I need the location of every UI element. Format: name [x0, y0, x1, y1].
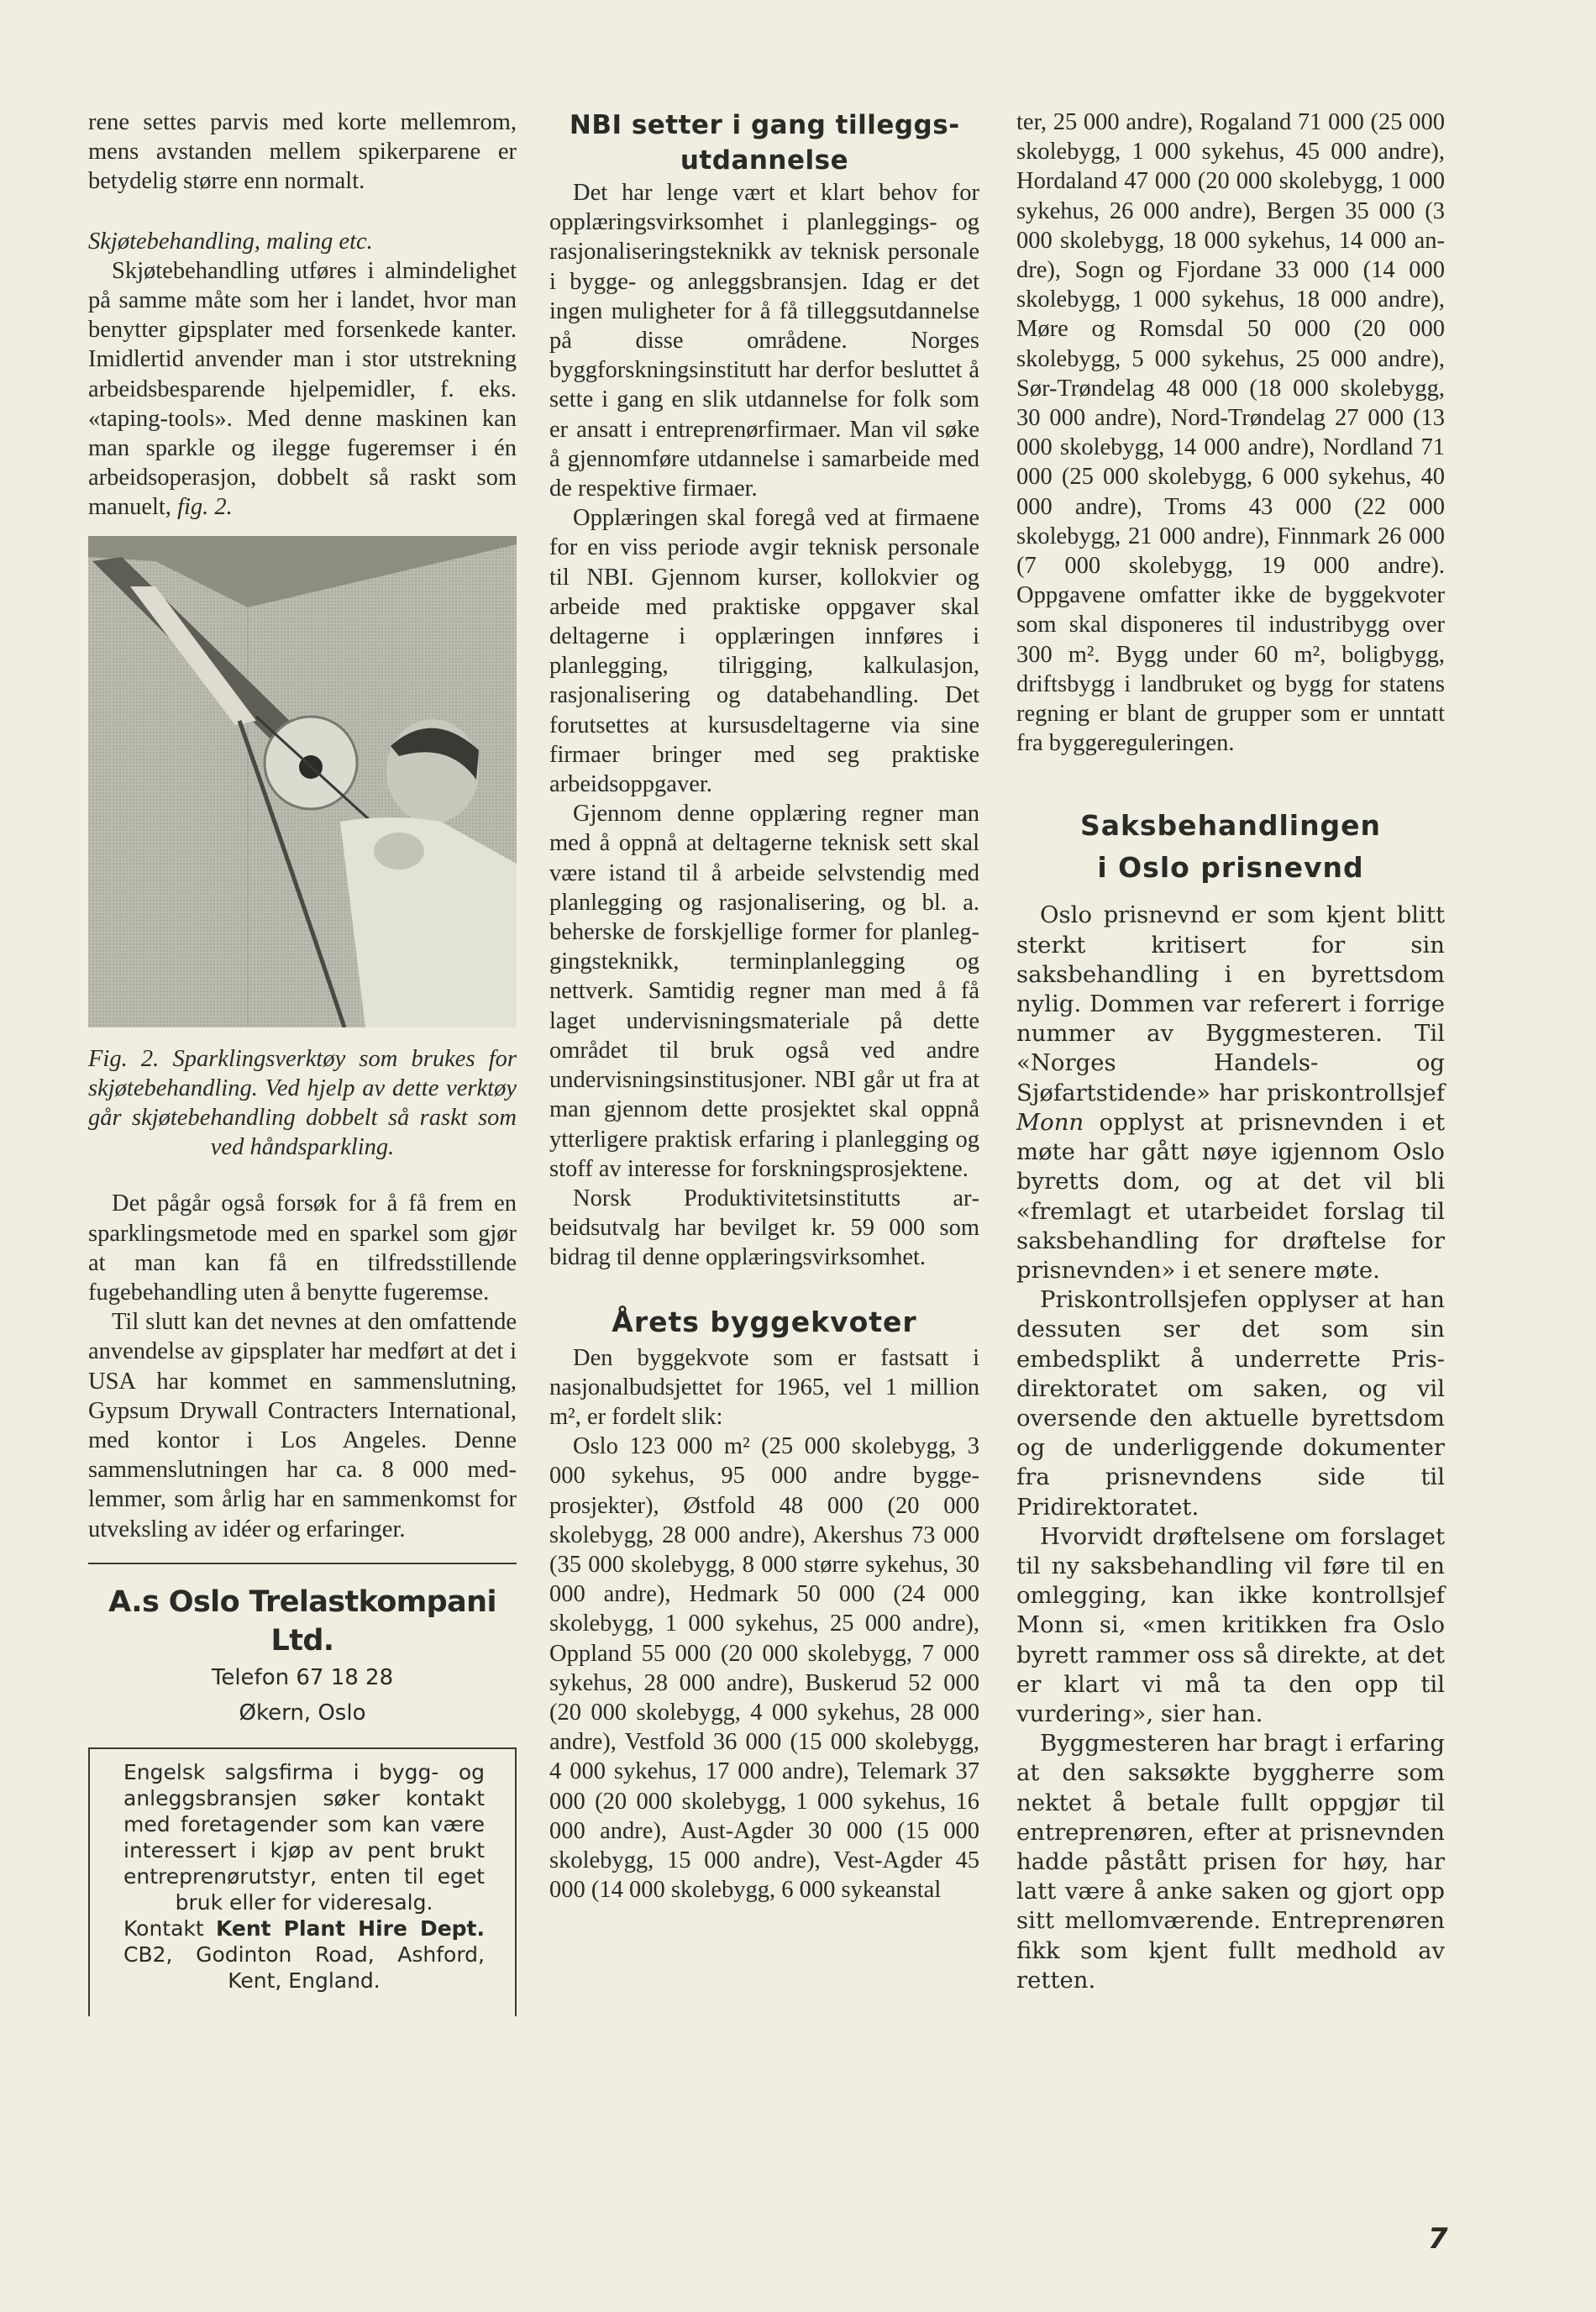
paragraph-2: Det pågår også forsøk for å få frem en sparklingsmetode med en sparkel som gjør at man kan få en tilfredsstillende fugebehandling uten å benytte fugeremse.: [88, 1190, 517, 1306]
left-column: [88, 108, 517, 2016]
figure-photo: [88, 536, 517, 1027]
article-prisnevnd-body: [1016, 901, 1445, 1995]
person-name: Monn: [1016, 1108, 1084, 1136]
middle-column: [549, 108, 979, 1905]
article-byggekvoter-paragraph: Oslo 123 000 m² (25 000 skolebygg, 3 000 sykehus, 95 000 andre byggeprosjekter), Østfold 48 000 (20 000 skolebygg, 28 000 andre), Akershus 73 000 (35 000 skolebygg, 8 000 større sykehus, 30 000 andre), Hedmark 50 000 (24 000 skolebygg, 1 000 sykehus, 25 000 andre), Oppland 55 000 (20 000 skolebygg, 7 000 sykehus, 28 000 andre), Buskerud 52 000 (20 000 skolebygg, 4 000 sykehus, 28 000 andre), Vestfold 36 000 (15 000 skolebygg, 4 000 sykehus, 17 000 andre), Telemark 37 000 (20 000 skolebygg, 1 000 sykehus, 16 000 andre), Aust-Agder 30 000 (15 000 skolebygg, 15 000 andre), Vest-Agder 45 000 (14 000 skolebygg, 6 000 sykeanstal: [549, 1433, 979, 1904]
figure-reference: fig. 2.: [177, 494, 233, 521]
article-prisnevnd-paragraph: Priskontrollsjefen opplyser at han dessuten ser det som sin embedsplikt å underrette Prisdirektoratet om saken, og vil oversende den aktuelle byrettsdom og de underliggende dokumenter fra prisnevndens side til Pridirektoratet.: [1016, 1286, 1445, 1521]
figure-caption: Fig. 2. Sparklingsverktøy som brukes for skjøtebehandling. Ved hjelp av dette verktøy går skjøtebehandling dobbelt så raskt som ved håndsparkling.: [88, 1045, 517, 1161]
article-prisnevnd-title-line1: Saksbehandlingen: [1079, 809, 1382, 843]
article-prisnevnd-paragraph: Oslo prisnevnd er som kjent blitt sterkt kritisert for sin saksbehandling i en byrettsdom nylig. Dommen var referert i forrige nummer av Byggmesteren. Til «Norges Handels- og Sjøfartstidende» har priskontrollsjef Monn opplyst at prisnevnden i et møte har gått nøye igjennom Oslo byretts dom, og at det vil bli «fremlagt et utarbeidet forslag til saksbehandling for drøftelse for prisnevnden» i et senere møte.: [1016, 901, 1445, 1284]
right-column: [1016, 108, 1445, 1995]
article-prisnevnd-paragraph: Byggmesteren har bragt i erfaring at den saksøkte byggherre som nektet å betale fullt oppgjør til entreprenøren, efter at prisnevnden hadde påstått prisen for høy, har latt være å anke saken og gjort opp sitt mellomværende. Entreprenøren fikk som kjent fullt medhold av retten.: [1016, 1730, 1445, 1994]
article-nbi-paragraph: Det har lenge vært et klart behov for opplæringsvirksomhet i planleggings- og rasjonaliseringsteknikk av teknisk personale i bygge- og anleggsbransjen. Idag er det ingen muligheter for å få tilleggsutdannelse på disse områdene. Norges byggforskningsinstitutt har derfor besluttet å sette i gang en slik utdannelse for folk som er ansatt i entreprenørfirmaer. Man vil søke å gjennomføre utdannelse i samarbeide med de respektive firmaer.: [549, 180, 979, 502]
intro-paragraph: rene settes parvis med korte mellemrom, mens avstanden mellem spikerparene er betydelig større enn normalt.: [88, 109, 517, 195]
article-byggekvoter-title: Årets byggekvoter: [612, 1305, 917, 1338]
photo-taping-tool-icon: [88, 536, 517, 1027]
ad-line: interessert i kjøp av pent brukt: [123, 1837, 485, 1863]
article-nbi-paragraph: Norsk Produktivitetsinstitutts arbeidsutvalg har bevilget kr. 59 000 som bidrag til denne opplæringsvirksomhet.: [549, 1185, 979, 1271]
ad-line: anleggsbransjen søker kontakt: [123, 1785, 485, 1810]
paragraph-3: Til slutt kan det nevnes at den omfattende anvendelse av gipsplater har medført at det i USA har kommet en sammenslutning, Gypsum Drywall Contracters International, med kontor i Los Angeles. Denne sammenslutningen har ca. 8 000 medlemmer, som årlig har en sammenkomst for utveksling av idéer og erfaringer.: [88, 1309, 517, 1542]
article-nbi-title: NBI setter i gang tilleggsutdannelse: [569, 110, 960, 176]
article-prisnevnd-paragraph: Hvorvidt drøftelsene om forslaget til ny saksbehandling vil føre til en omlegging, kan ikke kontrollsjef Monn si, «men kritikken fra Oslo byrett rammer oss så direkte, at det er klart vi må ta den opp til vurdering», sier han.: [1016, 1522, 1445, 1727]
article-prisnevnd-title-line2: i Oslo prisnevnd: [1097, 851, 1364, 885]
ad-contact-name: Kent Plant Hire Dept.: [215, 1915, 486, 1941]
ad-line: bruk eller for videresalg.: [175, 1889, 433, 1915]
section-heading: Skjøtebehandling, maling etc.: [88, 228, 373, 255]
ad-line: med foretagender som kan være: [123, 1811, 485, 1836]
article-nbi-paragraph: Opplæringen skal foregå ved at firmaene for en viss periode avgir teknisk personale til NBI. Gjennom kurser, kollokvier og arbeide med praktiske oppgaver skal deltagerne i opplæringen innføres i planlegging, tilrigging, kalkulasjon, rasjonalisering og databehandling. Det forutsettes at kursusdeltagerne via sine firmaer bringer med seg praktiske arbeidsoppgaver.: [549, 505, 979, 798]
article-nbi-paragraph: Gjennom denne opplæring regner man med å oppnå at deltagerne teknisk sett skal være istand til å arbeide selvstendig med planlegging og rasjonalisering, og bl. a. beherske de forskjellige former for planleggingsteknikk, terminplanlegging og nettverk. Samtidig regner man med å få laget undervisningsmateriale på dette området til bruk også ved andre undervisningsinstitusjoner. NBI går ut fra at man gjennom dette prosjektet skal oppnå ytterligere praktisk erfaring i planlegging og stoff av interesse for forskningsprosjektene.: [549, 801, 979, 1182]
article-byggekvoter-continued: ter, 25 000 andre), Rogaland 71 000 (25 000 skolebygg, 1 000 sykehus, 45 000 andre), Hordaland 47 000 (20 000 skolebygg, 1 000 sykehus, 26 000 andre), Bergen 35 000 (3 000 skolebygg, 18 000 sykehus, 14 000 andre), Sogn og Fjordane 33 000 (14 000 skolebygg, 1 000 sykehus, 18 000 andre), Møre og Romsdal 50 000 (20 000 skolebygg, 5 000 sykehus, 25 000 andre), Sør-Trøndelag 48 000 (18 000 skolebygg, 30 000 andre), Nord-Trøndelag 27 000 (13 000 skolebygg, 14 000 andre), Nordland 71 000 (25 000 skolebygg, 6 000 sykehus, 40 000 andre), Troms 43 000 (22 000 skolebygg, 21 000 andre), Finnmark 26 000 (7 000 skolebygg, 19 000 andre). Oppgavene omfatter ikke de byggekvoter som skal disponeres til industribygg over 300 m². Bygg under 60 m², boligbygg, driftsbygg i landbruket og bygg for statens regning er blant de grupper som er unntatt fra byggereguleringen.: [1016, 109, 1445, 757]
company-ad-name: A.s Oslo Trelastkompani Ltd.: [108, 1584, 496, 1658]
divider: [88, 1563, 517, 1564]
section-paragraph: Skjøtebehandling utføres i almindelighet på samme måte som her i landet, hvor man benytter gipsplater med forsenkede kanter. Imidlertid anvender man i stor utstrekning arbeidsbesparende hjelpemidler, f. eks. «taping-tools». Med denne maskinen kan man sparkle og ilegge fugeremser i én arbeidsoperasjon, dobbelt så raskt som manuelt, fig. 2.: [88, 257, 517, 521]
page-number: 7: [1428, 2222, 1448, 2256]
ad-address: Kent, England.: [228, 1968, 381, 1993]
ad-line: Engelsk salgsfirma i bygg- og: [123, 1759, 485, 1784]
classified-ad-box: [88, 1747, 517, 2016]
ad-address: CB2, Godinton Road, Ashford,: [123, 1942, 485, 1967]
company-ad-phone: Telefon 67 18 28: [211, 1664, 394, 1690]
company-ad-address: Økern, Oslo: [239, 1700, 366, 1726]
ad-line: entreprenørutstyr, enten til eget: [123, 1863, 485, 1889]
article-byggekvoter-paragraph: Den byggekvote som er fastsatt i nasjonalbudsjettet for 1965, vel 1 million m², er fordelt slik:: [549, 1344, 979, 1430]
ad-contact: Kontakt Kent Plant Hire Dept.: [123, 1915, 486, 1941]
